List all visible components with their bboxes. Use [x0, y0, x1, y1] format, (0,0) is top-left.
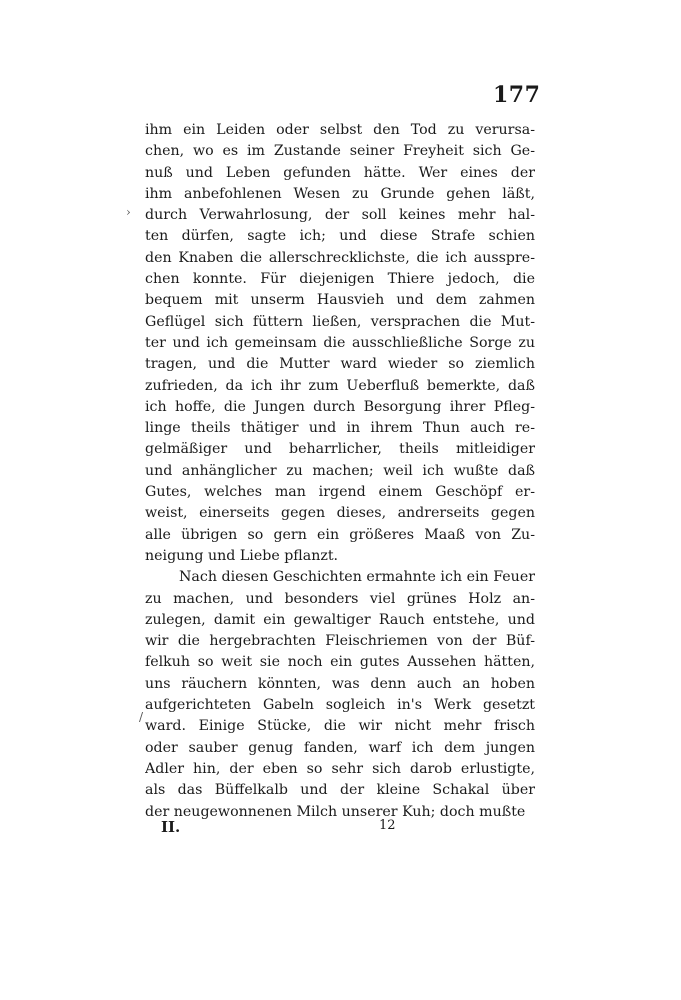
text-line: der neugewonnenen Milch unserer Kuh; doch mußte: [145, 803, 526, 820]
text-line: den Knaben die allerschrecklichste, die ich ausspre-: [145, 249, 535, 266]
text-line: ihm anbefohlenen Wesen zu Grunde gehen läßt,: [145, 185, 535, 202]
page-number: 177: [493, 82, 541, 108]
margin-mark: ›: [126, 205, 131, 219]
text-line: chen konnte. Für diejenigen Thiere jedoch, die: [145, 271, 535, 288]
text-line: uns räuchern könnten, was denn auch an hoben: [145, 675, 535, 692]
text-line: felkuh so weit sie noch ein gutes Aussehen hätten,: [145, 654, 535, 671]
text-line: durch Verwahrlosung, der soll keines mehr hal-: [145, 207, 535, 224]
signature-roman: II.: [161, 818, 181, 836]
text-line: tragen, und die Mutter ward wieder so ziemlich: [145, 356, 535, 373]
text-line: Gutes, welches man irgend einem Geschöpf er-: [145, 484, 535, 501]
text-line: als das Büffelkalb und der kleine Schakal über: [145, 782, 535, 799]
text-line: ihm ein Leiden oder selbst den Tod zu verursa-: [145, 122, 535, 138]
text-line: ward. Einige Stücke, die wir nicht mehr frisch: [145, 718, 535, 735]
body-text: [145, 120, 535, 823]
signature-mark: 12: [379, 818, 396, 833]
text-line: oder sauber genug fanden, warf ich dem jungen: [145, 739, 535, 756]
page-footer: [145, 818, 535, 840]
text-line: bequem mit unserm Hausvieh und dem zahmen: [145, 292, 535, 309]
text-line: nuß und Leben gefunden hätte. Wer eines der: [145, 164, 535, 181]
text-line: und anhänglicher zu machen; weil ich wußte daß: [145, 462, 535, 479]
text-line: ich hoffe, die Jungen durch Besorgung ihrer Pfleg-: [145, 398, 535, 415]
text-line: linge theils thätiger und in ihrem Thun auch re-: [145, 420, 535, 437]
text-line: ten dürfen, sagte ich; und diese Strafe schien: [145, 228, 535, 245]
text-line: chen, wo es im Zustande seiner Freyheit sich Ge-: [145, 143, 535, 160]
text-line: wir die hergebrachten Fleischriemen von der Büf-: [145, 633, 535, 650]
text-line: zu machen, und besonders viel grünes Holz an-: [145, 590, 535, 607]
text-line: neigung und Liebe pflanzt.: [145, 547, 339, 564]
text-line: alle übrigen so gern ein größeres Maaß von Zu-: [145, 526, 535, 543]
text-line: gelmäßiger und beharrlicher, theils mitleidiger: [145, 441, 535, 458]
text-line: Adler hin, der eben so sehr sich darob erlustigte,: [145, 760, 535, 777]
text-line: ter und ich gemeinsam die ausschließliche Sorge zu: [145, 334, 535, 351]
text-line: aufgerichteten Gabeln sogleich in's Werk gesetzt: [145, 697, 535, 714]
margin-mark: /: [139, 710, 144, 724]
text-line: Nach diesen Geschichten ermahnte ich ein Feuer: [179, 569, 535, 586]
text-line: zufrieden, da ich ihr zum Ueberfluß bemerkte, daß: [145, 377, 535, 394]
text-line: zulegen, damit ein gewaltiger Rauch entstehe, und: [145, 611, 535, 628]
text-line: weist, einerseits gegen dieses, andrerseits gegen: [145, 505, 535, 522]
text-line: Geflügel sich füttern ließen, versprachen die Mut-: [145, 313, 535, 330]
